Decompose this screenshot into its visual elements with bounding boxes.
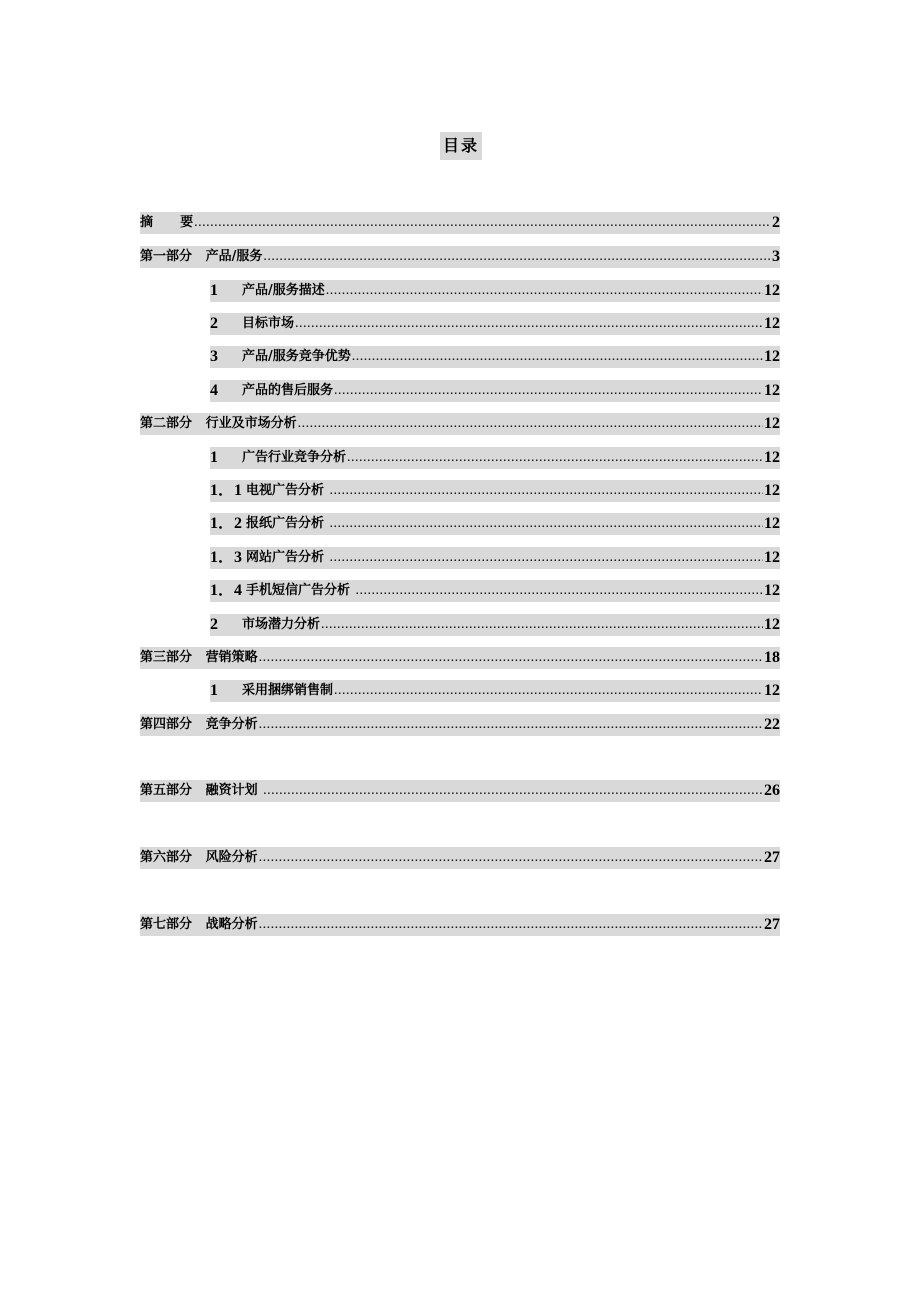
toc-entry-part-5[interactable]: [140, 780, 780, 802]
toc-entry-2-1-2[interactable]: [210, 513, 780, 535]
toc-entry-page: 12: [764, 549, 780, 566]
toc-entry-number: 1: [210, 449, 242, 466]
toc-entry-label: 产品/服务竞争优势: [242, 349, 351, 364]
toc-entry-part-1[interactable]: [140, 246, 780, 268]
toc-entry-page: 12: [764, 315, 780, 332]
leader-dots: [330, 483, 763, 499]
toc-entry-page: 12: [764, 282, 780, 299]
toc-entry-1-1[interactable]: [210, 280, 780, 302]
leader-dots: [334, 683, 763, 699]
toc-entry-summary[interactable]: [140, 212, 780, 234]
toc-entry-label: 摘 要: [140, 215, 194, 230]
toc-entry-label: 目标市场: [242, 316, 295, 331]
toc-entry-number: 2: [210, 616, 242, 633]
toc-entry-number: 1．4: [210, 582, 247, 599]
leader-dots: [352, 349, 763, 365]
toc-entry-2-2[interactable]: [210, 614, 780, 636]
toc-entry-number: 2: [210, 315, 242, 332]
toc-entry-part-3[interactable]: [140, 647, 780, 669]
toc-entry-part-6[interactable]: [140, 847, 780, 869]
toc-entry-number: 4: [210, 382, 242, 399]
leader-dots: [295, 316, 763, 332]
toc-entry-number: 1．2: [210, 515, 247, 532]
toc-entry-number: 1: [210, 282, 242, 299]
toc-entry-page: 12: [764, 515, 780, 532]
toc-entry-2-1-1[interactable]: [210, 480, 780, 502]
leader-dots: [330, 550, 763, 566]
toc-entry-label: 第二部分 行业及市场分析: [140, 416, 297, 431]
toc-entry-page: 12: [764, 348, 780, 365]
toc-entry-label: 手机短信广告分析: [246, 583, 355, 598]
leader-dots: [259, 650, 763, 666]
toc-entry-3-1[interactable]: [210, 680, 780, 702]
toc-entry-part-7[interactable]: [140, 914, 780, 936]
toc-entry-label: 广告行业竞争分析: [242, 450, 347, 465]
toc-title: 目录: [440, 132, 482, 160]
leader-dots: [356, 583, 763, 599]
toc-entry-label: 市场潜力分析: [242, 617, 321, 632]
toc-entry-label: 产品/服务描述: [242, 283, 325, 298]
toc-entry-label: 第六部分 风险分析: [140, 850, 258, 865]
toc-entry-number: 1．3: [210, 549, 247, 566]
toc-entry-page: 12: [764, 616, 780, 633]
toc-entry-1-3[interactable]: [210, 346, 780, 368]
toc-entry-page: 12: [764, 449, 780, 466]
toc-entry-page: 18: [764, 649, 780, 666]
toc-entry-page: 3: [772, 248, 780, 265]
toc-entry-2-1-4[interactable]: [210, 580, 780, 602]
toc-entry-page: 12: [764, 382, 780, 399]
toc-entry-label: 第一部分 产品/服务: [140, 249, 263, 264]
leader-dots: [334, 383, 763, 399]
leader-dots: [194, 215, 771, 231]
toc-entry-2-1-3[interactable]: [210, 547, 780, 569]
leader-dots: [326, 283, 763, 299]
toc-entry-label: 产品的售后服务: [242, 383, 334, 398]
toc-entry-page: 12: [764, 415, 780, 432]
toc-entry-label: 网站广告分析: [246, 550, 329, 565]
toc-entry-number: 3: [210, 348, 242, 365]
toc-entry-label: 第四部分 竞争分析: [140, 717, 258, 732]
toc-entry-page: 12: [764, 482, 780, 499]
toc-entry-page: 26: [764, 782, 780, 799]
toc-entry-label: 第五部分 融资计划: [140, 783, 263, 798]
toc-entry-label: 采用捆绑销售制: [242, 683, 334, 698]
toc-entry-page: 2: [772, 214, 780, 231]
leader-dots: [259, 850, 763, 866]
leader-dots: [263, 249, 771, 265]
toc-entry-label: 电视广告分析: [246, 483, 329, 498]
leader-dots: [298, 416, 763, 432]
toc-entry-page: 27: [764, 916, 780, 933]
toc-entry-page: 27: [764, 849, 780, 866]
leader-dots: [347, 450, 763, 466]
toc-entry-page: 22: [764, 716, 780, 733]
toc-entry-label: 报纸广告分析: [246, 516, 329, 531]
toc-entry-part-2[interactable]: [140, 413, 780, 435]
toc-entry-page: 12: [764, 682, 780, 699]
toc-entry-label: 第七部分 战略分析: [140, 917, 258, 932]
leader-dots: [330, 516, 763, 532]
leader-dots: [259, 717, 763, 733]
toc-entry-page: 12: [764, 582, 780, 599]
toc-entry-number: 1: [210, 682, 242, 699]
toc-entry-1-4[interactable]: [210, 380, 780, 402]
leader-dots: [321, 617, 763, 633]
toc-entry-part-4[interactable]: [140, 714, 780, 736]
toc-entry-1-2[interactable]: [210, 313, 780, 335]
leader-dots: [259, 917, 763, 933]
toc-entry-number: 1．1: [210, 482, 247, 499]
toc-entry-2-1[interactable]: [210, 447, 780, 469]
leader-dots: [263, 783, 763, 799]
toc-entry-label: 第三部分 营销策略: [140, 650, 258, 665]
